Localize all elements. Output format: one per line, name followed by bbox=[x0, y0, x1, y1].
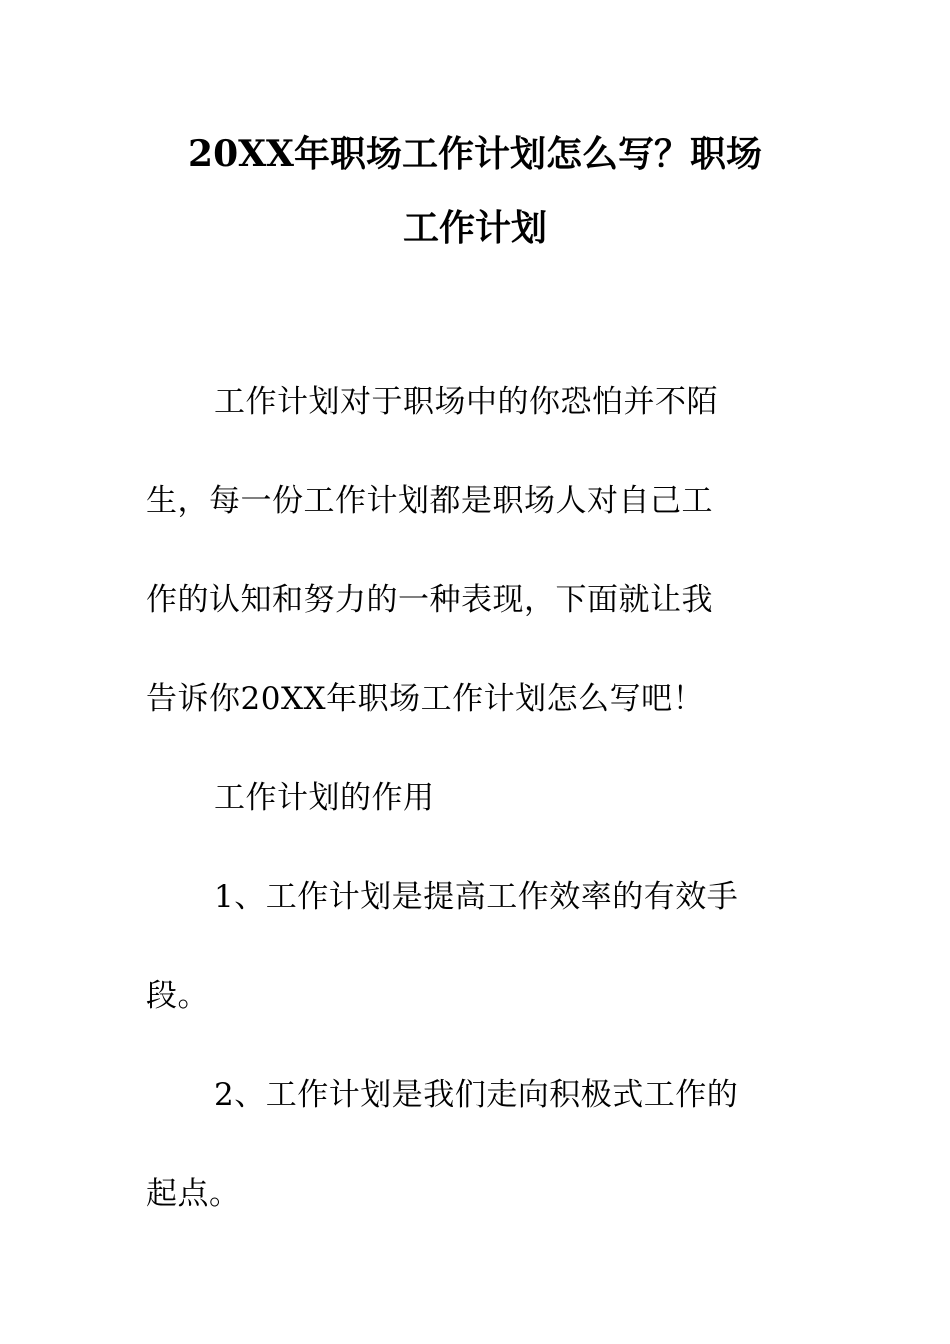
document-title-line-2: 工作计划 bbox=[402, 207, 547, 249]
list-item-line: 1、工作计划是提高工作效率的有效手 bbox=[214, 879, 739, 915]
list-item-line: 2、工作计划是我们走向积极式工作的 bbox=[214, 1077, 739, 1113]
paragraph-line: 生，每一份工作计划都是职场人对自己工 bbox=[146, 483, 713, 519]
list-item-line: 段。 bbox=[146, 978, 209, 1014]
list-item-line: 起点。 bbox=[146, 1176, 241, 1212]
paragraph-line: 告诉你20XX年职场工作计划怎么写吧！ bbox=[146, 681, 705, 717]
section-heading: 工作计划的作用 bbox=[214, 780, 435, 816]
document-title-line-1: 20XX年职场工作计划怎么写？职场 bbox=[188, 133, 762, 175]
paragraph-line: 工作计划对于职场中的你恐怕并不陌 bbox=[214, 384, 718, 420]
paragraph-line: 作的认知和努力的一种表现，下面就让我 bbox=[146, 582, 713, 618]
